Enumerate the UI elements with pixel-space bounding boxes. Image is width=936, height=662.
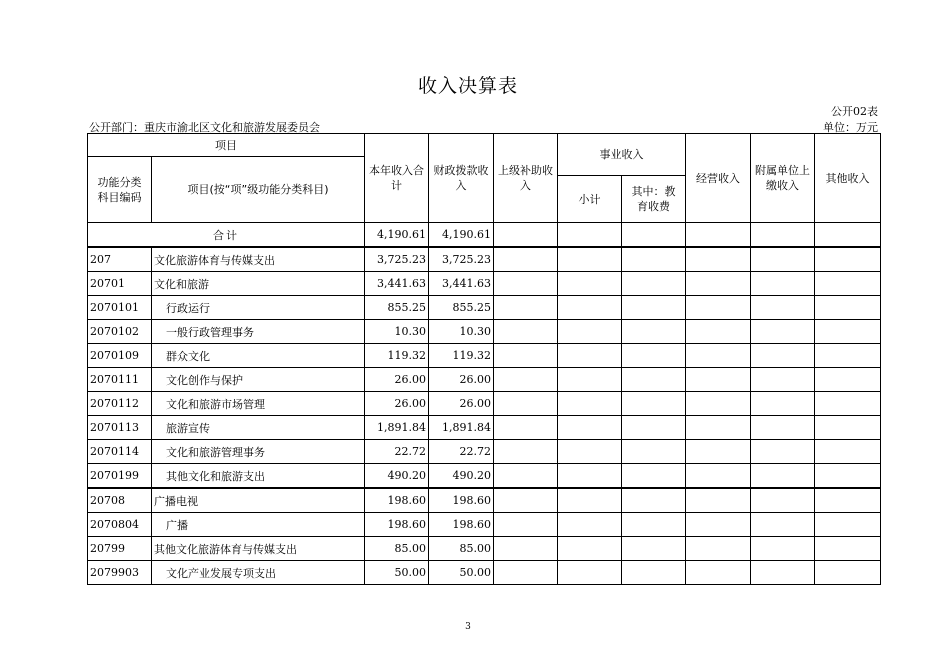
document-title: 收入决算表 xyxy=(417,75,518,97)
empty-cell xyxy=(494,537,558,561)
row-code: 2070114 xyxy=(88,440,152,464)
row-fiscal: 3,725.23 xyxy=(429,247,494,272)
row-name: 广播 xyxy=(152,513,365,537)
empty-cell xyxy=(815,561,881,585)
row-total: 198.60 xyxy=(365,513,429,537)
table-row xyxy=(88,272,881,296)
header-edu: 其中：教育收费 xyxy=(622,176,686,223)
header-subsidy: 上级补助收入 xyxy=(494,134,558,223)
empty-cell xyxy=(558,537,622,561)
row-fiscal: 490.20 xyxy=(429,464,494,489)
row-code: 20799 xyxy=(88,537,152,561)
empty-cell xyxy=(558,320,622,344)
empty-cell xyxy=(815,513,881,537)
row-fiscal: 198.60 xyxy=(429,513,494,537)
table-row xyxy=(88,488,881,513)
table-row xyxy=(88,440,881,464)
header-project: 项目 xyxy=(88,134,365,157)
table-body xyxy=(88,223,881,585)
row-total: 490.20 xyxy=(365,464,429,489)
row-name: 一般行政管理事务 xyxy=(152,320,365,344)
empty-cell xyxy=(815,392,881,416)
empty-cell xyxy=(751,223,815,248)
empty-cell xyxy=(558,488,622,513)
row-fiscal: 85.00 xyxy=(429,537,494,561)
row-name: 行政运行 xyxy=(152,296,365,320)
empty-cell xyxy=(622,272,686,296)
income-table xyxy=(87,133,881,585)
empty-cell xyxy=(622,488,686,513)
table-row xyxy=(88,320,881,344)
row-total: 50.00 xyxy=(365,561,429,585)
empty-cell xyxy=(686,392,751,416)
empty-cell xyxy=(751,368,815,392)
empty-cell xyxy=(751,488,815,513)
row-code: 20701 xyxy=(88,272,152,296)
empty-cell xyxy=(751,320,815,344)
empty-cell xyxy=(622,537,686,561)
row-code: 2070199 xyxy=(88,464,152,489)
row-code: 2070113 xyxy=(88,416,152,440)
table-row xyxy=(88,537,881,561)
empty-cell xyxy=(622,223,686,248)
empty-cell xyxy=(494,440,558,464)
table-row xyxy=(88,344,881,368)
empty-cell xyxy=(622,344,686,368)
empty-cell xyxy=(622,368,686,392)
empty-cell xyxy=(558,440,622,464)
total-fiscal: 4,190.61 xyxy=(429,223,494,248)
empty-cell xyxy=(815,223,881,248)
empty-cell xyxy=(494,368,558,392)
table-row xyxy=(88,392,881,416)
header-total: 本年收入合计 xyxy=(365,134,429,223)
header-fiscal: 财政拨款收入 xyxy=(429,134,494,223)
empty-cell xyxy=(751,537,815,561)
empty-cell xyxy=(494,247,558,272)
table-row xyxy=(88,247,881,272)
empty-cell xyxy=(558,296,622,320)
row-name: 文化和旅游管理事务 xyxy=(152,440,365,464)
total-label: 合计 xyxy=(88,223,365,248)
row-name: 广播电视 xyxy=(152,488,365,513)
department-label: 公开部门：重庆市渝北区文化和旅游发展委员会 xyxy=(89,121,320,134)
empty-cell xyxy=(686,561,751,585)
empty-cell xyxy=(622,440,686,464)
empty-cell xyxy=(751,272,815,296)
empty-cell xyxy=(686,537,751,561)
unit-label: 单位：万元 xyxy=(823,121,878,134)
empty-cell xyxy=(686,368,751,392)
empty-cell xyxy=(558,464,622,489)
empty-cell xyxy=(622,392,686,416)
empty-cell xyxy=(558,513,622,537)
row-fiscal: 198.60 xyxy=(429,488,494,513)
empty-cell xyxy=(558,368,622,392)
empty-cell xyxy=(622,320,686,344)
empty-cell xyxy=(686,272,751,296)
row-code: 2070804 xyxy=(88,513,152,537)
row-name: 其他文化旅游体育与传媒支出 xyxy=(152,537,365,561)
empty-cell xyxy=(751,464,815,489)
empty-cell xyxy=(686,247,751,272)
row-fiscal: 855.25 xyxy=(429,296,494,320)
empty-cell xyxy=(622,296,686,320)
empty-cell xyxy=(815,368,881,392)
empty-cell xyxy=(815,344,881,368)
empty-cell xyxy=(815,488,881,513)
empty-cell xyxy=(815,296,881,320)
empty-cell xyxy=(622,416,686,440)
row-code: 207 xyxy=(88,247,152,272)
empty-cell xyxy=(494,488,558,513)
empty-cell xyxy=(494,296,558,320)
empty-cell xyxy=(686,320,751,344)
row-total: 22.72 xyxy=(365,440,429,464)
empty-cell xyxy=(686,223,751,248)
empty-cell xyxy=(494,223,558,248)
header-subtotal: 小计 xyxy=(558,176,622,223)
row-fiscal: 1,891.84 xyxy=(429,416,494,440)
empty-cell xyxy=(558,344,622,368)
row-total: 1,891.84 xyxy=(365,416,429,440)
row-fiscal: 26.00 xyxy=(429,368,494,392)
row-total: 3,441.63 xyxy=(365,272,429,296)
header-other: 其他收入 xyxy=(815,134,881,223)
empty-cell xyxy=(815,537,881,561)
empty-cell xyxy=(751,247,815,272)
row-total: 119.32 xyxy=(365,344,429,368)
row-code: 20708 xyxy=(88,488,152,513)
empty-cell xyxy=(686,296,751,320)
empty-cell xyxy=(558,392,622,416)
row-fiscal: 26.00 xyxy=(429,392,494,416)
empty-cell xyxy=(494,344,558,368)
row-total: 198.60 xyxy=(365,488,429,513)
row-name: 文化产业发展专项支出 xyxy=(152,561,365,585)
empty-cell xyxy=(815,440,881,464)
row-name: 文化旅游体育与传媒支出 xyxy=(152,247,365,272)
empty-cell xyxy=(494,464,558,489)
header-code: 功能分类科目编码 xyxy=(88,157,152,223)
empty-cell xyxy=(622,247,686,272)
row-fiscal: 50.00 xyxy=(429,561,494,585)
empty-cell xyxy=(751,440,815,464)
row-name: 文化和旅游市场管理 xyxy=(152,392,365,416)
row-code: 2070109 xyxy=(88,344,152,368)
row-total: 85.00 xyxy=(365,537,429,561)
table-row xyxy=(88,296,881,320)
empty-cell xyxy=(494,513,558,537)
row-total: 26.00 xyxy=(365,368,429,392)
row-code: 2070111 xyxy=(88,368,152,392)
empty-cell xyxy=(751,513,815,537)
row-code: 2070101 xyxy=(88,296,152,320)
empty-cell xyxy=(558,272,622,296)
empty-cell xyxy=(686,416,751,440)
empty-cell xyxy=(686,513,751,537)
row-total: 26.00 xyxy=(365,392,429,416)
row-name: 群众文化 xyxy=(152,344,365,368)
form-number: 公开02表 xyxy=(831,105,878,118)
empty-cell xyxy=(815,320,881,344)
row-name: 文化创作与保护 xyxy=(152,368,365,392)
row-fiscal: 22.72 xyxy=(429,440,494,464)
total-row xyxy=(88,223,881,248)
empty-cell xyxy=(558,561,622,585)
row-code: 2079903 xyxy=(88,561,152,585)
header-name: 项目(按“项”级功能分类科目) xyxy=(152,157,365,223)
total-amount: 4,190.61 xyxy=(365,223,429,248)
header-operating: 经营收入 xyxy=(686,134,751,223)
empty-cell xyxy=(686,344,751,368)
empty-cell xyxy=(751,392,815,416)
header-row-1 xyxy=(88,134,881,157)
table-row xyxy=(88,464,881,489)
empty-cell xyxy=(622,513,686,537)
empty-cell xyxy=(622,561,686,585)
empty-cell xyxy=(815,416,881,440)
empty-cell xyxy=(815,247,881,272)
table-row xyxy=(88,416,881,440)
header-business: 事业收入 xyxy=(558,134,686,176)
row-name: 旅游宣传 xyxy=(152,416,365,440)
table-row xyxy=(88,513,881,537)
empty-cell xyxy=(494,392,558,416)
empty-cell xyxy=(686,440,751,464)
table-row xyxy=(88,561,881,585)
empty-cell xyxy=(494,416,558,440)
row-fiscal: 3,441.63 xyxy=(429,272,494,296)
page-number: 3 xyxy=(465,622,471,632)
empty-cell xyxy=(751,344,815,368)
row-total: 3,725.23 xyxy=(365,247,429,272)
empty-cell xyxy=(494,561,558,585)
row-total: 855.25 xyxy=(365,296,429,320)
empty-cell xyxy=(558,247,622,272)
empty-cell xyxy=(558,416,622,440)
empty-cell xyxy=(494,320,558,344)
empty-cell xyxy=(751,416,815,440)
empty-cell xyxy=(622,464,686,489)
row-fiscal: 119.32 xyxy=(429,344,494,368)
row-name: 文化和旅游 xyxy=(152,272,365,296)
empty-cell xyxy=(686,488,751,513)
empty-cell xyxy=(494,272,558,296)
empty-cell xyxy=(686,464,751,489)
empty-cell xyxy=(751,561,815,585)
header-affiliate: 附属单位上缴收入 xyxy=(751,134,815,223)
empty-cell xyxy=(751,296,815,320)
row-code: 2070112 xyxy=(88,392,152,416)
row-total: 10.30 xyxy=(365,320,429,344)
empty-cell xyxy=(815,272,881,296)
empty-cell xyxy=(558,223,622,248)
row-code: 2070102 xyxy=(88,320,152,344)
table-row xyxy=(88,368,881,392)
empty-cell xyxy=(815,464,881,489)
row-name: 其他文化和旅游支出 xyxy=(152,464,365,489)
row-fiscal: 10.30 xyxy=(429,320,494,344)
